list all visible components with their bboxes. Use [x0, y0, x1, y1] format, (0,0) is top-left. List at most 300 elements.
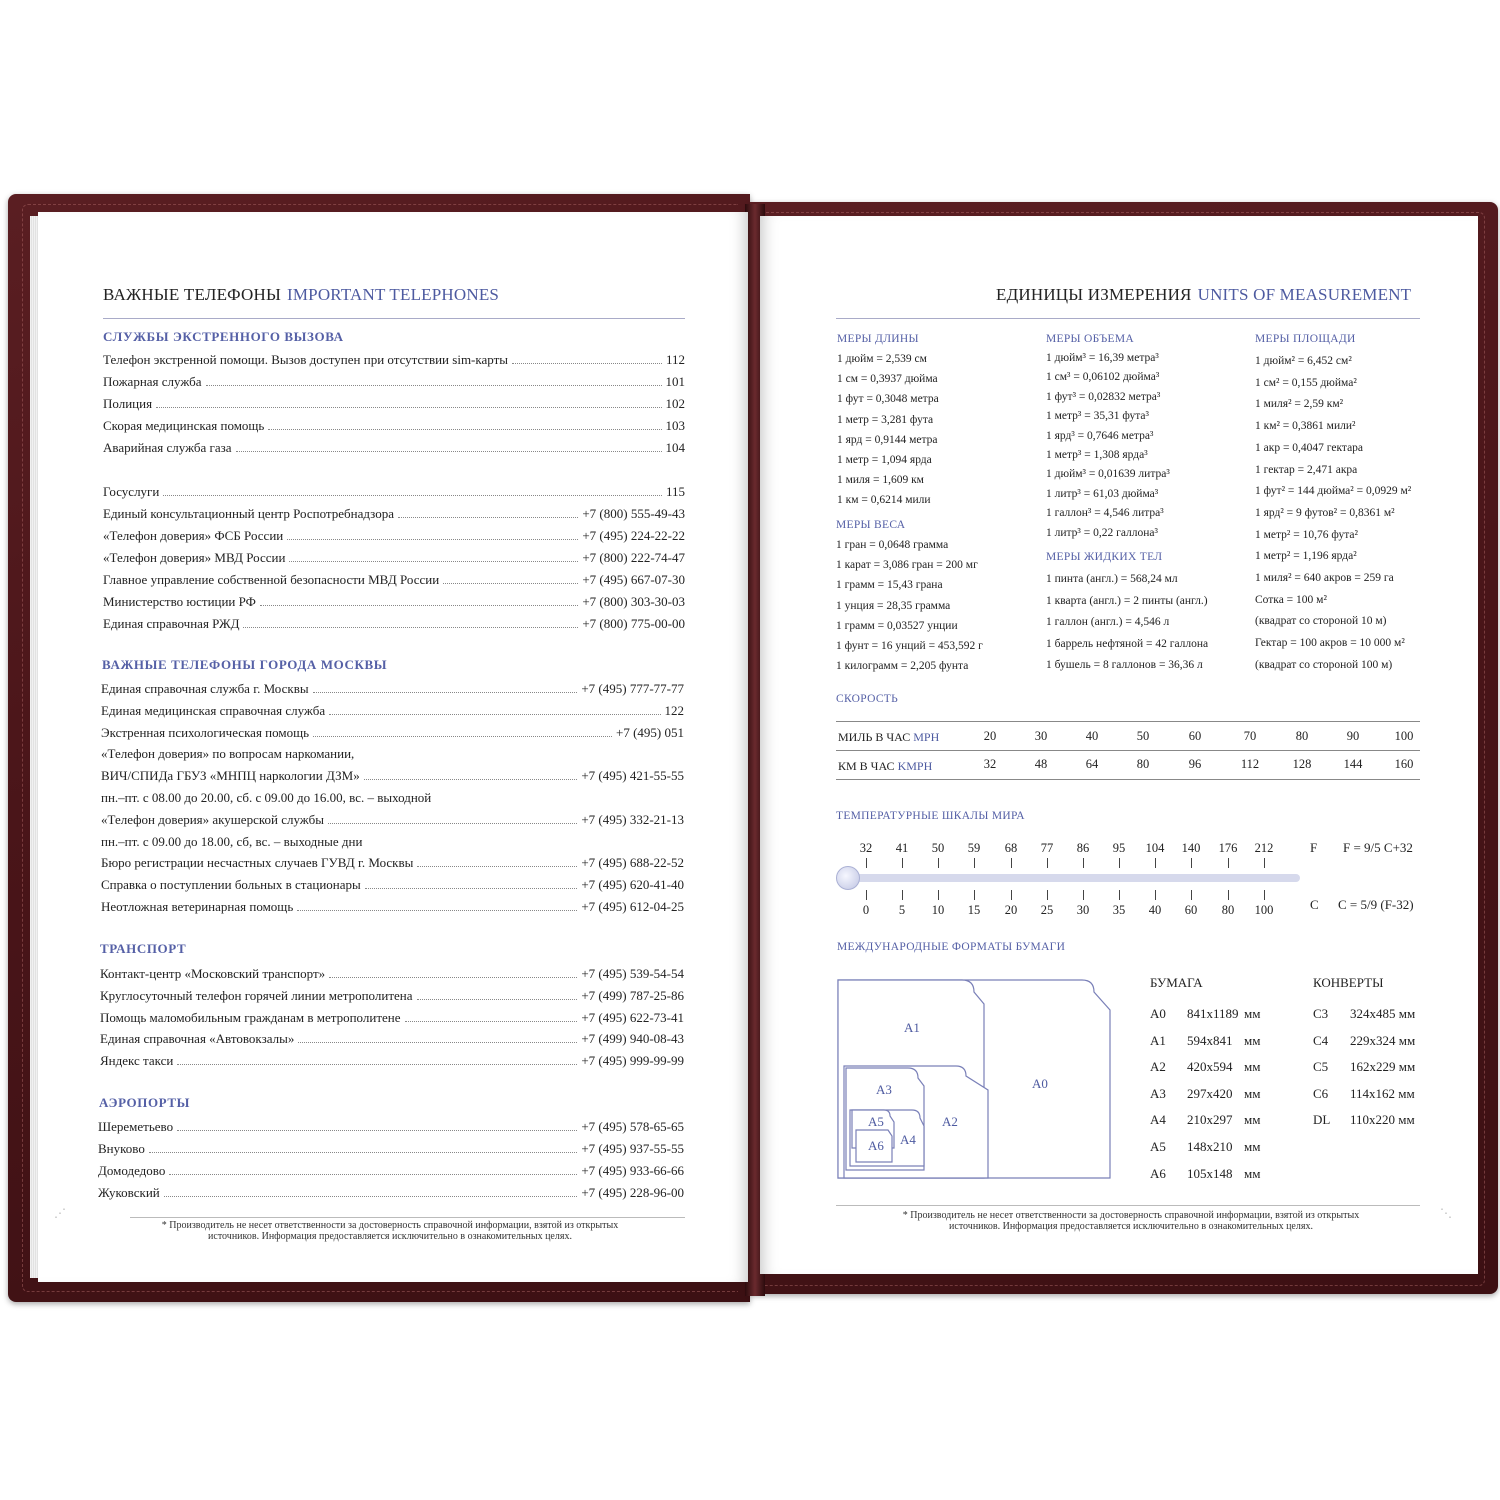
right-page-title	[996, 285, 1411, 305]
leader-dots	[328, 823, 577, 824]
leader-dots	[289, 561, 578, 562]
title-ru-right: ЕДИНИЦЫ ИЗМЕРЕНИЯ	[996, 285, 1192, 304]
item-phone: +7 (495) 999-99-99	[581, 1053, 684, 1069]
celsius-tick	[1264, 890, 1265, 900]
item-label: Домодедово	[98, 1163, 166, 1178]
celsius-tick	[902, 890, 903, 900]
list-item	[103, 394, 685, 412]
fahrenheit-tick	[1228, 858, 1229, 868]
section-emergency-title: СЛУЖБЫ ЭКСТРЕННОГО ВЫЗОВА	[103, 329, 344, 344]
list-item	[101, 875, 684, 893]
item-phone: 115	[665, 484, 685, 499]
item-label: «Телефон доверия» акушерской службы	[101, 811, 324, 827]
list-item	[103, 372, 685, 390]
item-label: ВИЧ/СПИДа ГБУЗ «МНПЦ наркологии ДЗМ»	[101, 768, 360, 784]
fahrenheit-tick	[1011, 858, 1012, 868]
list-item	[100, 1051, 684, 1069]
fahrenheit-value: 41	[895, 841, 909, 855]
paper-name: A3	[1150, 1085, 1166, 1101]
item-label: «Телефон доверия» ФСБ России	[103, 528, 284, 543]
fahrenheit-value: 68	[1004, 841, 1018, 855]
celsius-value: 15	[967, 903, 981, 917]
fahrenheit-value: 86	[1076, 841, 1090, 855]
item-phone: +7 (495) 332-21-13	[581, 811, 684, 827]
mph-value: 90	[1346, 729, 1360, 743]
item-phone: +7 (495) 539-54-54	[581, 966, 684, 981]
fahrenheit-tick	[1264, 858, 1265, 868]
celsius-tick	[1083, 890, 1084, 900]
celsius-tick	[1011, 890, 1012, 900]
conversion-line: 1 метр² = 10,76 фута²	[1255, 528, 1358, 541]
kmh-label-text: КМ В ЧАС	[838, 759, 895, 773]
footnote-left-line2: источников. Информация предоставляется исключительно в ознакомительных целях.	[208, 1231, 572, 1242]
footnote-right-line2: источников. Информация предоставляется исключительно в ознакомительных целях.	[949, 1221, 1313, 1232]
list-item	[103, 614, 685, 632]
celsius-value: 10	[931, 903, 945, 917]
item-phone: 104	[665, 440, 685, 455]
fahrenheit-tick	[938, 858, 939, 868]
left-page-title	[103, 285, 499, 305]
list-item	[103, 548, 685, 566]
list-item	[98, 1139, 684, 1157]
mph-label	[838, 730, 939, 745]
conversion-line: 1 ярд = 0,9144 метра	[837, 433, 938, 446]
leader-dots	[313, 736, 612, 737]
item-label: Бюро регистрации несчастных случаев ГУВД г. Москвы	[101, 855, 414, 871]
conversion-line: 1 гектар = 2,471 акра	[1255, 463, 1358, 476]
mph-value: 70	[1243, 729, 1257, 743]
fahrenheit-value: 212	[1254, 841, 1274, 855]
item-label: Госуслуги	[103, 484, 160, 499]
mph-value: 30	[1034, 729, 1048, 743]
conversion-line: Сотка = 100 м²	[1255, 593, 1327, 606]
envelope-name: C4	[1313, 1032, 1329, 1048]
item-phone: +7 (495) 578-65-65	[581, 1119, 684, 1134]
section-airports-title: АЭРОПОРТЫ	[99, 1095, 191, 1110]
item-phone: +7 (800) 775-00-00	[582, 616, 685, 631]
leader-dots	[149, 1152, 578, 1153]
conversion-line: 1 литр³ = 61,03 дюйма³	[1046, 487, 1159, 500]
item-label: Единая справочная служба г. Москвы	[101, 681, 309, 696]
length-title: МЕРЫ ДЛИНЫ	[837, 333, 919, 345]
conversion-line: 1 гран = 0,0648 грамма	[836, 539, 949, 551]
list-item	[100, 986, 684, 1004]
item-phone: +7 (800) 222-74-47	[582, 550, 685, 565]
mph-value: 100	[1394, 729, 1414, 743]
conversion-line: 1 дюйм³ = 16,39 метра³	[1046, 352, 1159, 364]
list-item	[103, 570, 685, 588]
kmh-value: 64	[1085, 757, 1099, 771]
conversion-line: 1 метр = 1,094 ярда	[837, 454, 932, 466]
conversion-line: 1 миля² = 2,59 км²	[1255, 398, 1344, 411]
celsius-tick	[1155, 890, 1156, 900]
list-item	[103, 592, 685, 610]
conversion-line: 1 ярд² = 9 футов² = 0,8361 м²	[1255, 506, 1395, 519]
thermometer-bulb	[836, 866, 860, 890]
list-item	[101, 810, 684, 828]
leader-dots	[329, 714, 660, 715]
item-phone: 103	[665, 418, 685, 433]
envelope-name: C5	[1313, 1059, 1329, 1075]
conversion-line: 1 бушель = 8 галлонов = 36,36 л	[1046, 659, 1203, 671]
leader-dots	[236, 451, 662, 452]
item-phone: +7 (495) 612-04-25	[581, 899, 684, 914]
fahrenheit-value: 95	[1112, 841, 1126, 855]
conversion-line: 1 фут² = 144 дюйма² = 0,0929 м²	[1255, 485, 1412, 498]
paper-name: A2	[1150, 1059, 1166, 1075]
conversion-line: 1 галлон (англ.) = 4,546 л	[1046, 616, 1170, 628]
diagram-label-a4: A4	[900, 1132, 916, 1147]
leader-dots	[268, 429, 661, 430]
list-item	[103, 438, 685, 456]
item-label: Единый консультационный центр Роспотребнадзора	[103, 506, 394, 521]
diagram-label-a0: A0	[1032, 1076, 1048, 1091]
mph-unit: MPH	[913, 730, 940, 744]
liquid-title: МЕРЫ ЖИДКИХ ТЕЛ	[1046, 551, 1163, 563]
item-phone: 122	[664, 702, 684, 718]
fahrenheit-tick	[902, 858, 903, 868]
conversion-line: 1 килограмм = 2,205 фунта	[836, 660, 969, 673]
leader-dots	[398, 517, 578, 518]
paper-name: A4	[1150, 1112, 1166, 1128]
conversion-line: 1 см² = 0,155 дюйма²	[1255, 376, 1357, 389]
kmh-unit: KMPH	[897, 759, 933, 773]
paper-unit: мм	[1244, 1059, 1261, 1075]
list-item	[101, 723, 684, 741]
item-label: Круглосуточный телефон горячей линии метрополитена	[100, 987, 413, 1003]
diagram-label-a1: A1	[904, 1020, 920, 1035]
item-label: Полиция	[103, 396, 153, 411]
item-label: Внуково	[98, 1141, 145, 1156]
envelope-name: DL	[1313, 1112, 1331, 1128]
item-label: Единая справочная РЖД	[103, 616, 240, 631]
title-rule-right	[836, 318, 1420, 319]
item-phone: +7 (495) 667-07-30	[582, 572, 685, 587]
conversion-line: 1 фунт = 16 унций = 453,592 г	[836, 640, 983, 652]
item-label: Министерство юстиции РФ	[103, 594, 256, 609]
paper-name: A5	[1150, 1139, 1166, 1154]
paper-name: A6	[1150, 1165, 1166, 1181]
mph-value: 20	[983, 729, 997, 743]
conversion-line: 1 ярд³ = 0,7646 метра³	[1046, 429, 1154, 442]
envelope-size: 114x162 мм	[1350, 1085, 1415, 1101]
list-item	[103, 482, 685, 500]
celsius-value: 25	[1040, 903, 1054, 917]
paper-title: МЕЖДУНАРОДНЫЕ ФОРМАТЫ БУМАГИ	[837, 941, 1066, 953]
kmh-value: 80	[1136, 757, 1150, 771]
conversion-line: 1 см³ = 0,06102 дюйма³	[1046, 371, 1160, 384]
item-label: Жуковский	[98, 1185, 160, 1200]
item-label: Единая справочная «Автовокзалы»	[100, 1031, 295, 1047]
footnote-rule-left	[130, 1217, 685, 1218]
celsius-value: 30	[1076, 903, 1090, 917]
paper-unit: мм	[1244, 1006, 1261, 1021]
mph-value: 40	[1085, 729, 1099, 743]
list-item	[101, 788, 684, 806]
item-phone: +7 (495) 622-73-41	[581, 1009, 684, 1025]
list-item	[103, 526, 685, 544]
leader-dots	[206, 385, 662, 386]
conversion-line: 1 метр² = 1,196 ярда²	[1255, 550, 1357, 563]
title-en: IMPORTANT TELEPHONES	[287, 285, 500, 304]
leader-dots	[417, 999, 578, 1000]
conversion-line: 1 миля = 1,609 км	[837, 474, 924, 487]
conversion-line: (квадрат со стороной 10 м)	[1255, 615, 1387, 628]
fahrenheit-value: 176	[1218, 841, 1238, 855]
item-label: Экстренная психологическая помощь	[101, 724, 310, 740]
paper-size: 420x594	[1187, 1059, 1233, 1075]
celsius-tick	[1228, 890, 1229, 900]
item-phone: +7 (495) 421-55-55	[581, 768, 684, 784]
paper-unit: мм	[1244, 1085, 1261, 1101]
item-phone: +7 (495) 228-96-00	[581, 1185, 684, 1200]
leader-dots	[405, 1021, 578, 1022]
item-label: Телефон экстренной помощи. Вызов доступен при отсутствии sim-карты	[103, 352, 509, 367]
section-moscow-title: ВАЖНЫЕ ТЕЛЕФОНЫ ГОРОДА МОСКВЫ	[102, 657, 388, 672]
envelope-size: 110x220 мм	[1350, 1112, 1415, 1128]
leader-dots	[297, 910, 577, 911]
celsius-tick	[1047, 890, 1048, 900]
kmh-value: 48	[1034, 757, 1048, 771]
conversion-line: Гектар = 100 акров = 10 000 м²	[1255, 637, 1405, 650]
list-item	[100, 1008, 684, 1026]
title-rule	[103, 318, 685, 319]
item-label: Главное управление собственной безопасности МВД России	[103, 572, 440, 587]
leader-dots	[329, 977, 577, 978]
fahrenheit-value: 50	[931, 841, 945, 855]
paper-name: A1	[1150, 1032, 1166, 1048]
conversion-line: 1 унция = 28,35 грамма	[836, 599, 951, 612]
mph-value: 80	[1295, 729, 1309, 743]
item-label: Единая медицинская справочная служба	[101, 702, 326, 718]
conversion-line: 1 дюйм = 2,539 см	[837, 353, 927, 365]
item-phone: +7 (800) 555-49-43	[582, 506, 685, 521]
list-item	[101, 853, 684, 871]
leader-dots	[364, 779, 578, 780]
item-phone: +7 (499) 787-25-86	[581, 987, 684, 1003]
temp-title: ТЕМПЕРАТУРНЫЕ ШКАЛЫ МИРА	[836, 810, 1025, 822]
paper-size: 841x1189	[1187, 1006, 1239, 1021]
envelope-name: C3	[1313, 1006, 1329, 1021]
kmh-value: 144	[1343, 757, 1363, 771]
paper-size: 105x148	[1187, 1165, 1233, 1181]
leader-dots	[164, 1196, 578, 1197]
item-label: Скорая медицинская помощь	[103, 418, 265, 433]
list-item	[98, 1161, 684, 1179]
leader-dots	[313, 692, 578, 693]
fahrenheit-tick	[866, 858, 867, 868]
item-label: Контакт-центр «Московский транспорт»	[100, 966, 326, 981]
item-label: пн.–пт. с 09.00 до 18.00, сб, вс. – выходные дни	[101, 833, 363, 849]
leader-dots	[163, 495, 662, 496]
leader-dots	[243, 627, 578, 628]
item-phone: +7 (495) 933-66-66	[581, 1163, 684, 1178]
item-label: Шереметьево	[98, 1119, 174, 1134]
area-title: МЕРЫ ПЛОЩАДИ	[1255, 333, 1356, 345]
footnote-right-line1: * Производитель не несет ответственности за достоверность справочной информации, взятой из открытых	[902, 1210, 1360, 1221]
list-item	[101, 679, 684, 697]
kmh-value: 96	[1188, 757, 1202, 771]
list-item	[100, 1029, 684, 1047]
celsius-tick	[974, 890, 975, 900]
item-label: пн.–пт. с 08.00 до 20.00, сб. с 09.00 до 16.00, вс. – выходной	[101, 790, 432, 805]
conversion-line: 1 грамм = 0,03527 унции	[836, 619, 958, 632]
fahrenheit-tick	[1047, 858, 1048, 868]
conversion-line: 1 литр³ = 0,22 галлона³	[1046, 526, 1158, 539]
c-label: C	[1310, 897, 1319, 912]
corner-dots-right: ⋱	[1440, 1206, 1452, 1220]
leader-dots	[298, 1042, 577, 1043]
mph-value: 60	[1188, 729, 1202, 743]
list-item	[101, 701, 684, 719]
leader-dots	[512, 363, 662, 364]
envelope-size: 162x229 мм	[1350, 1059, 1416, 1075]
item-phone: +7 (495) 937-55-55	[581, 1141, 684, 1156]
conversion-line: 1 пинта (англ.) = 568,24 мл	[1046, 573, 1178, 585]
fahrenheit-tick	[1155, 858, 1156, 868]
diagram-label-a3: A3	[876, 1082, 892, 1097]
envelope-head: КОНВЕРТЫ	[1313, 975, 1384, 990]
conversion-line: 1 акр = 0,4047 гектара	[1255, 441, 1364, 454]
paper-size: 594x841	[1187, 1032, 1233, 1048]
conversion-line: 1 миля² = 640 акров = 259 га	[1255, 572, 1394, 584]
conversion-line: 1 метр = 3,281 фута	[837, 413, 934, 426]
list-item	[101, 832, 684, 850]
item-phone: +7 (499) 940-08-43	[581, 1031, 684, 1047]
conversion-line: 1 фут = 0,3048 метра	[837, 393, 939, 406]
celsius-value: 60	[1184, 903, 1198, 917]
kmh-value: 112	[1240, 757, 1260, 771]
fahrenheit-value: 104	[1145, 841, 1165, 855]
celsius-value: 35	[1112, 903, 1126, 917]
weight-title: МЕРЫ ВЕСА	[836, 519, 906, 531]
celsius-tick	[1119, 890, 1120, 900]
paper-unit: мм	[1244, 1165, 1261, 1181]
thermometer-bar	[840, 874, 1300, 882]
conversion-line: 1 метр³ = 1,308 ярда³	[1046, 449, 1148, 461]
corner-dots-left: ⋰	[54, 1206, 66, 1220]
conversion-line: 1 фут³ = 0,02832 метра³	[1046, 390, 1161, 403]
fahrenheit-value: 77	[1040, 841, 1054, 855]
celsius-value: 40	[1148, 903, 1162, 917]
paper-name: A0	[1150, 1006, 1166, 1021]
list-item	[98, 1117, 684, 1135]
footnote-right	[858, 1210, 1404, 1232]
conversion-line: 1 грамм = 15,43 грана	[836, 579, 943, 592]
kmh-value: 32	[983, 757, 997, 771]
kmh-value: 160	[1394, 757, 1414, 771]
fahrenheit-value: 140	[1181, 841, 1201, 855]
celsius-value: 5	[898, 903, 906, 917]
item-label: «Телефон доверия» по вопросам наркомании,	[101, 746, 355, 762]
list-item	[103, 350, 685, 368]
paper-unit: мм	[1244, 1032, 1261, 1048]
item-label: Помощь маломобильным гражданам в метрополитене	[100, 1009, 401, 1025]
paper-sizes-diagram	[832, 970, 1122, 1185]
item-phone: 102	[665, 396, 685, 411]
conversion-line: 1 баррель нефтяной = 42 галлона	[1046, 637, 1209, 650]
fahrenheit-tick	[974, 858, 975, 868]
envelope-name: C6	[1313, 1085, 1329, 1101]
conversion-line: 1 дюйм³ = 0,01639 литра³	[1046, 468, 1170, 481]
section-transport-title: ТРАНСПОРТ	[100, 941, 187, 956]
conversion-line: 1 галлон³ = 4,546 литра³	[1046, 507, 1164, 520]
mph-label-text: МИЛЬ В ЧАС	[838, 730, 911, 744]
celsius-value: 80	[1221, 903, 1235, 917]
paper-size: 148x210	[1187, 1139, 1233, 1154]
conversion-line: 1 см = 0,3937 дюйма	[837, 373, 938, 386]
leader-dots	[156, 407, 661, 408]
celsius-value: 0	[862, 903, 870, 917]
leader-dots	[365, 888, 578, 889]
conversion-line: 1 км = 0,6214 мили	[837, 494, 931, 507]
item-phone: 112	[665, 352, 685, 367]
fahrenheit-tick	[1083, 858, 1084, 868]
list-item	[101, 766, 684, 784]
f-label: F	[1310, 840, 1318, 855]
paper-head: БУМАГА	[1150, 975, 1203, 990]
celsius-value: 20	[1004, 903, 1018, 917]
item-label: «Телефон доверия» МВД России	[103, 550, 286, 565]
leader-dots	[177, 1130, 577, 1131]
item-phone: 101	[665, 374, 685, 389]
paper-size: 210x297	[1187, 1112, 1233, 1128]
item-label: Справка о поступлении больных в стационары	[101, 877, 361, 893]
paper-size: 297x420	[1187, 1085, 1233, 1101]
conversion-line: 1 км² = 0,3861 мили²	[1255, 420, 1356, 433]
celsius-tick	[866, 890, 867, 900]
speed-rule-top	[836, 721, 1420, 722]
conversion-line: 1 метр³ = 35,31 фута³	[1046, 410, 1149, 423]
celsius-value: 100	[1254, 903, 1274, 917]
diagram-label-a5: A5	[868, 1114, 884, 1129]
list-item	[100, 964, 684, 982]
item-label: Неотложная ветеринарная помощь	[101, 899, 294, 914]
conversion-line: 1 карат = 3,086 гран = 200 мг	[836, 559, 978, 572]
list-item	[103, 416, 685, 434]
mph-value: 50	[1136, 729, 1150, 743]
item-phone: +7 (495) 620-41-40	[581, 877, 684, 893]
leader-dots	[169, 1174, 577, 1175]
envelope-size: 324x485 мм	[1350, 1006, 1416, 1021]
item-phone: +7 (495) 224-22-22	[582, 528, 685, 543]
volume-title: МЕРЫ ОБЪЕМА	[1046, 333, 1134, 345]
leader-dots	[260, 605, 578, 606]
list-item	[103, 504, 685, 522]
footnote-rule-right	[836, 1205, 1420, 1206]
list-item	[101, 897, 684, 915]
fahrenheit-value: 59	[967, 841, 981, 855]
diagram-label-a6: A6	[868, 1138, 884, 1153]
leader-dots	[177, 1064, 577, 1065]
celsius-tick	[1191, 890, 1192, 900]
item-label: Яндекс такси	[100, 1053, 174, 1069]
footnote-left-line1: * Производитель не несет ответственности за достоверность справочной информации, взятой из открытых	[161, 1220, 619, 1231]
conversion-line: 1 кварта (англ.) = 2 пинты (англ.)	[1046, 594, 1208, 607]
item-phone: +7 (495) 688-22-52	[581, 855, 684, 871]
item-label: Пожарная служба	[103, 374, 202, 389]
paper-unit: мм	[1244, 1139, 1261, 1154]
fahrenheit-value: 32	[859, 841, 873, 855]
item-phone: +7 (800) 303-30-03	[582, 594, 685, 609]
item-phone: +7 (495) 777-77-77	[581, 681, 684, 696]
speed-rule-mid	[836, 750, 1420, 751]
title-en-right: UNITS OF MEASUREMENT	[1197, 285, 1412, 304]
paper-unit: мм	[1244, 1112, 1261, 1128]
title-ru: ВАЖНЫЕ ТЕЛЕФОНЫ	[103, 285, 281, 304]
c-formula: C = 5/9 (F-32)	[1338, 897, 1414, 912]
item-phone: +7 (495) 051	[616, 724, 684, 740]
